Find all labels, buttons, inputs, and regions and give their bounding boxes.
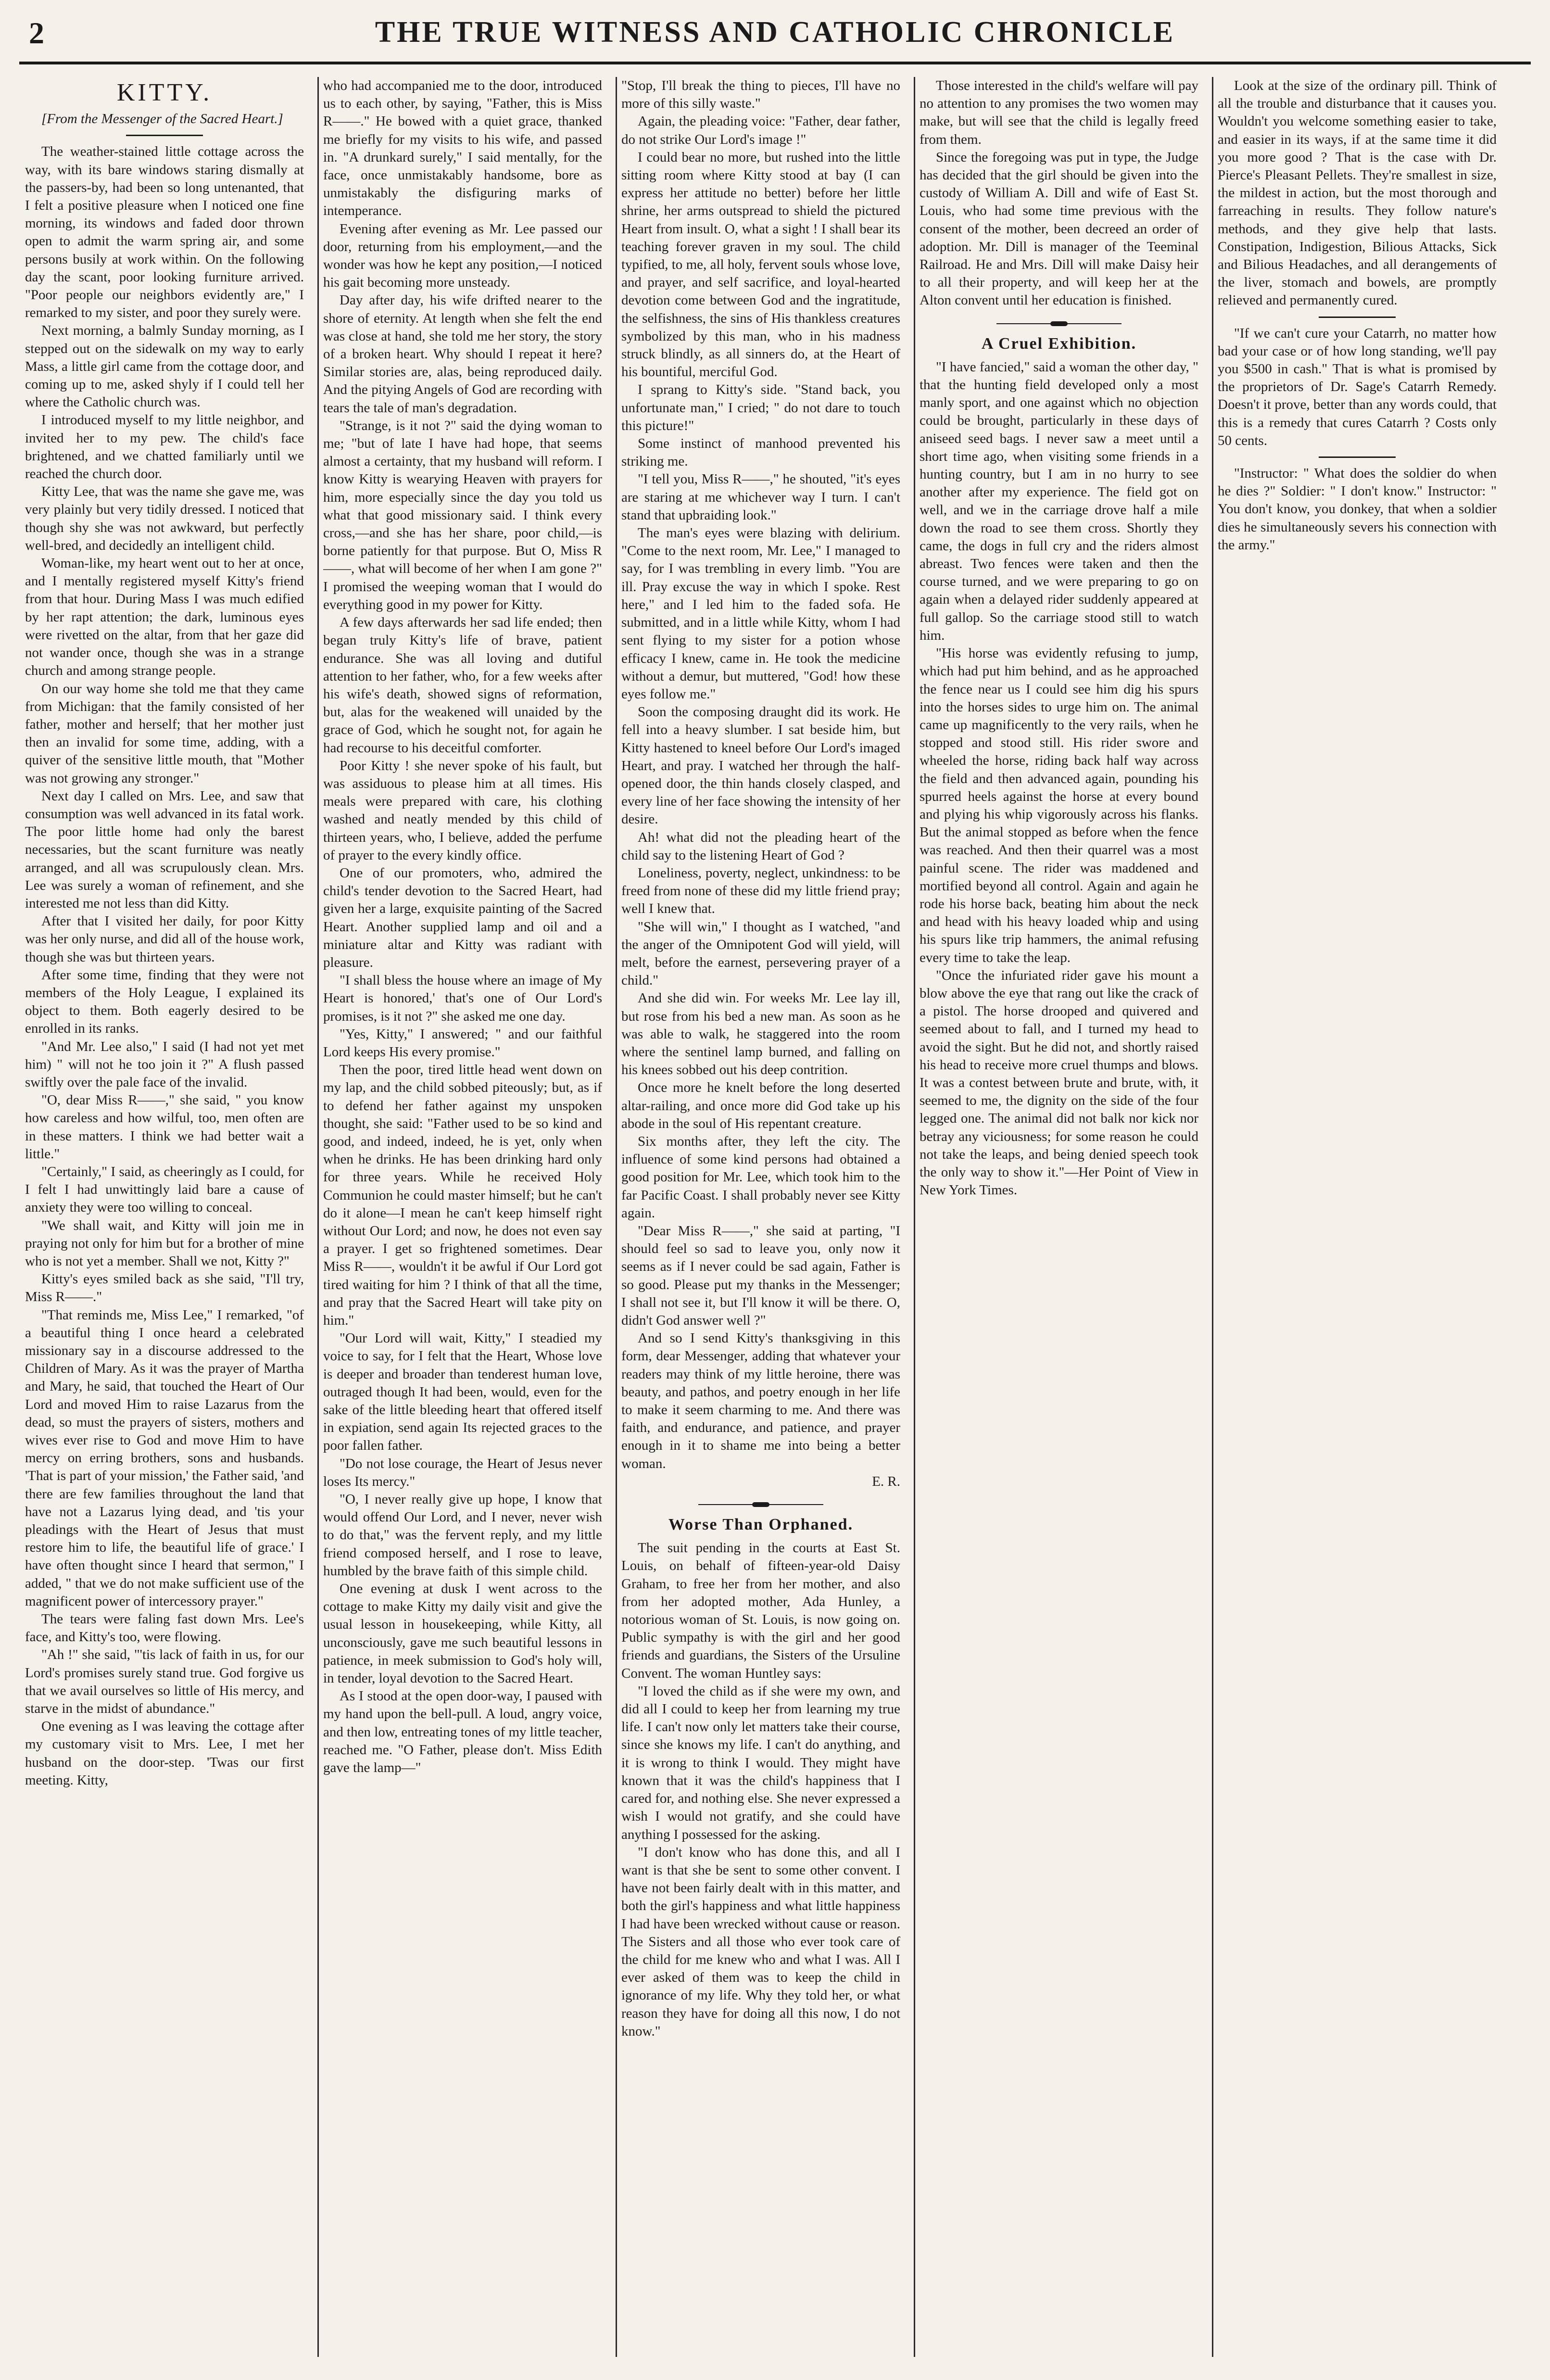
kitty-paragraph: "Stop, I'll break the thing to pieces, I'll have no more of this silly waste."	[621, 78, 900, 112]
kitty-paragraph: One of our promoters, who, admired the child's tender devotion to the Sacred Heart, had given her a large, exquisite painting of the Sacred Heart. Another supplied lamp and oil and a miniature altar and Kitty was radiant with pleasure.	[323, 865, 602, 970]
kitty-paragraph: "That reminds me, Miss Lee," I remarked, "of a beautiful thing I once heard a celebrated missionary say in a discourse addressed to the Children of Mary. As it was the prayer of Martha and Mary, he said, that touched the Heart of Our Lord and moved Him to raise Lazarus from the dead, so must the prayers of sisters, mothers and wives ever rise to God and move Him to have mercy on erring brothers, sons and husbands. 'That is part of your mission,' the Father said, 'and there are few families throughout the land that have not a Lazarus lying dead, and 'tis your pleadings with the Heart of Jesus that must restore him to life, the beautiful life of grace.' I have often thought since I heard that sermon," I added, " that we do not make sufficient use of the magnificent power of intercessory prayer."	[25, 1307, 304, 1609]
kitty-paragraph: "She will win," I thought as I watched, "and the anger of the Omnipotent God will yield, will melt, before the earnest, persevering prayer of a child."	[621, 919, 900, 988]
orphaned-paragraph: "I don't know who has done this, and all I want is that she be sent to some other convent. I have not been fairly dealt with in this matter, and both the girl's happiness and what little happiness I had have been wrecked without cause or reason. The Sisters and all those who ever took care of the child for me knew who and what I was. All I ever asked of them was to keep the child in ignorance of my life. Why they told her, or what reason they have for doing all this now, I do not know."	[621, 1844, 900, 2039]
kitty-paragraph: Again, the pleading voice: "Father, dear father, do not strike Our Lord's image !"	[621, 114, 900, 147]
column-2	[323, 77, 602, 2357]
kitty-paragraph: Once more he knelt before the long deserted altar-railing, and once more did God take up his abode in the soul of His repentant creature.	[621, 1080, 900, 1131]
kitty-paragraph: Loneliness, poverty, neglect, unkindness: to be freed from none of these did my little friend pray; well I knew that.	[621, 865, 900, 917]
article-columns	[25, 77, 1525, 2357]
kitty-paragraph: And so I send Kitty's thanksgiving in this form, dear Messenger, adding that whatever your readers may think of my little heroine, there was beauty, and pathos, and poetry enough in her life to make it seem charming to me. And there was faith, and endurance, and patience, and prayer enough in it to shame me into being a better woman.	[621, 1330, 900, 1471]
paper-title: THE TRUE WITNESS AND CATHOLIC CHRONICLE	[375, 16, 1175, 49]
kitty-paragraph: who had accompanied me to the door, introduced us to each other, by saying, "Father, this is Miss R——." He bowed with a quiet grace, thanked me briefly for my visits to his wife, and passed in. "A drunkard surely," I said mentally, for the face, once unmistakably handsome, bore as unmistakably the disfiguring marks of intemperance.	[323, 78, 602, 219]
separator	[1319, 316, 1396, 318]
orphaned-paragraph: The suit pending in the courts at East St. Louis, on behalf of fifteen-year-old Daisy Graham, to free her from her mother, and also from her adopted mother, Ada Hunley, a notorious woman of St. Louis, is now going on. Public sympathy is with the girl and her good friends and guardians, the Sisters of the Ursuline Convent. The woman Huntley says:	[621, 1540, 900, 1681]
kitty-paragraph: Soon the composing draught did its work. He fell into a heavy slumber. I sat beside him, but Kitty hastened to kneel before Our Lord's imaged Heart, and pray. I watched her through the half-opened door, the thin hands closely clasped, and every line of her face showing the intensity of her desire.	[621, 704, 900, 827]
column-5	[1218, 77, 1497, 2357]
column-1	[25, 77, 304, 2357]
kitty-paragraph: Then the poor, tired little head went down on my lap, and the child sobbed piteously; but, as if to defend her father against my unspoken thought, she said: "Father used to be so kind and good, and indeed, indeed, he is yet, only when when he drinks. He has been drinking hard only for three years. While he received Holy Communion he could master himself; but he can't do it alone—I mean he can't keep himself right without Our Lord; and now, he does not even say a prayer. I get so frightened sometimes. Dear Miss R——, wouldn't it be awful if Our Lord got tired waiting for him ? I think of that all the time, and pray that the Sacred Heart will take pity on him."	[323, 1062, 602, 1329]
ad-pill: Look at the size of the ordinary pill. Think of all the trouble and disturbance that it causes you. Wouldn't you welcome something easier to take, and easier in its ways, if at the same time it did you more good ? That is the case with Dr. Pierce's Pleasant Pellets. They're smallest in size, the mildest in action, but the most thorough and farreaching in results. They follow nature's methods, and they give help that lasts. Constipation, Indigestion, Bilious Attacks, Sick and Bilious Headaches, and all derangements of the liver, stomach and bowels, are promptly relieved and permanently cured.	[1218, 78, 1497, 308]
kitty-paragraph: "I shall bless the house where an image of My Heart is honored,' that's one of Our Lord's promises, is it not ?" she asked me one day.	[323, 973, 602, 1024]
kitty-paragraph: Evening after evening as Mr. Lee passed our door, returning from his employment,—and the wonder was how he kept any position,—I noticed his gait becoming more unsteady.	[323, 221, 602, 291]
kitty-paragraph: "Ah !" she said, "'tis lack of faith in us, for our Lord's promises surely stand true. God forgive us that we avail ourselves so little of His mercy, and starve in the midst of abundance."	[25, 1647, 304, 1717]
kitty-paragraph: Some instinct of manhood prevented his striking me.	[621, 436, 900, 469]
separator	[126, 135, 203, 136]
separator	[1319, 456, 1396, 458]
cruel-paragraph: "His horse was evidently refusing to jump, which had put him behind, and as he approached the fence near us I could see him dig his spurs into the horses sides to urge him on. The animal came up magnificently to the very rails, when he stopped and stood still. His rider swore and wheeled the horse, riding back half way across the field and then advanced again, pounding his spurred heels against the horse at every bound and plying his whip vigorously across his flanks. But the animal stopped as before when the fence was reached. And then their quarrel was a most painful scene. The rider was maddened and mortified beyond all control. Again and again he rode his horse back, beating him about the neck and head with his heavy loaded whip and using his spurs like trip hammers, the animal refusing every time to take the leap.	[920, 646, 1198, 965]
kitty-paragraph: Woman-like, my heart went out to her at once, and I mentally registered myself Kitty's friend from that hour. During Mass I was much edified by her rapt attention; the dark, luminous eyes were rivetted on the altar, from that her gaze did not wander once, though she was in a strange church and among strange people.	[25, 556, 304, 679]
kitty-paragraph: "I tell you, Miss R——," he shouted, "it's eyes are staring at me whichever way I turn. I can't stand that upbraiding look."	[621, 471, 900, 523]
kitty-paragraph: Next morning, a balmly Sunday morning, as I stepped out on the sidewalk on my way to early Mass, a little girl came from the cottage door, and coming up to me, asked shyly if I could tell her where the Catholic church was.	[25, 323, 304, 410]
kitty-paragraph: As I stood at the open door-way, I paused with my hand upon the bell-pull. A loud, angry voice, and then low, entreating tones of my little teacher, reached me. "O Father, please don't. Miss Edith gave the lamp—"	[323, 1688, 602, 1776]
kitty-title: KITTY.	[116, 79, 213, 106]
kitty-paragraph: The weather-stained little cottage across the way, with its bare windows staring dismally at the passers-by, had been so long untenanted, that I felt a positive pleasure when I noticed one fine morning, its windows and faded door thrown open to admit the warm spring air, and some persons busily at work within. On the following day the scant, poor looking furniture arrived. "Poor people our neighbors evidently are," I remarked to my sister, and poor they surely were.	[25, 144, 304, 321]
kitty-paragraph: Ah! what did not the pleading heart of the child say to the listening Heart of God ?	[621, 829, 900, 863]
kitty-paragraph: The man's eyes were blazing with delirium. "Come to the next room, Mr. Lee," I managed to say, for I was trembling in every limb. "You are ill. Pray excuse the way in which I spoke. Rest here," and I led him to the faded sofa. He submitted, and in a little while Kitty, whom I had sent flying to my sister for a potion whose efficacy I knew, came in. He took the medicine without a demur, but muttered, "God! how these eyes follow me."	[621, 525, 900, 702]
separator	[996, 321, 1122, 326]
column-3	[621, 77, 900, 2357]
kitty-paragraph: "O, I never really give up hope, I know that would offend Our Lord, and I never, never wish to do that," was the fervent reply, and my little friend composed herself, and I rose to leave, humbled by the brave faith of this simple child.	[323, 1492, 602, 1579]
cruel-title: A Cruel Exhibition.	[981, 334, 1137, 353]
kitty-paragraph: I could bear no more, but rushed into the little sitting room where Kitty stood at bay (I can express her attitude no better) before her little shrine, her arms outspread to shield the pictured Heart from insult. O, what a sight ! I shall bear its teaching forever graven in my soul. The child typified, to me, all holy, fervent souls whose love, and prayer, and self sacrifice, and loyal-hearted devotion come between God and the ingratitude, the selfishness, the sins of His thankless creatures symbolized by this man, who in his madness struck blindly, as all sinners do, at the Heart of his bountiful, merciful God.	[621, 149, 900, 380]
kitty-paragraph: "We shall wait, and Kitty will join me in praying not only for him but for a brother of mine who is not yet a member. Shall we not, Kitty ?"	[25, 1217, 304, 1269]
kitty-paragraph: One evening at dusk I went across to the cottage to make Kitty my daily visit and give the usual lesson in housekeeping, while Kitty, all unconsciously, gave me such beautiful lessons in patience, in meek submission to God's holy will, in tender, loyal devotion to the Sacred Heart.	[323, 1581, 602, 1686]
kitty-paragraph: Kitty's eyes smiled back as she said, "I'll try, Miss R——."	[25, 1271, 304, 1305]
instructor-anecdote: "Instructor: " What does the soldier do when he dies ?" Soldier: " I don't know." Instructor: " You don't know, you donkey, that when a soldier dies he simultaneously severs his connection with the army."	[1218, 466, 1497, 553]
orphaned-paragraph: Those interested in the child's welfare will pay no attention to any promises the two women may make, but will see that the child is legally freed from them.	[920, 78, 1198, 147]
page-number: 2	[29, 16, 44, 50]
masthead	[19, 9, 1531, 64]
kitty-signature: E. R.	[872, 1473, 900, 1489]
kitty-paragraph: Six months after, they left the city. The influence of some kind persons had obtained a good position for Mr. Lee, which took him to the far Pacific Coast. I shall probably never see Kitty again.	[621, 1133, 900, 1221]
kitty-paragraph: "Dear Miss R——," she said at parting, "I should feel so sad to leave you, only now it seems as if I never could be sad again, Father is so good. Please put my thanks in the Messenger; I shall not see it, but I'll know it will be there. O, didn't God answer well ?"	[621, 1223, 900, 1329]
kitty-paragraph: One evening as I was leaving the cottage after my customary visit to Mrs. Lee, I met her husband on the door-step. 'Twas our first meeting. Kitty,	[25, 1719, 304, 1788]
kitty-paragraph: After that I visited her daily, for poor Kitty was her only nurse, and did all of the house work, though she was but thirteen years.	[25, 913, 304, 965]
ad-catarrh: "If we can't cure your Catarrh, no matter how bad your case or of how long standing, we'll pay you $500 in cash." That is what is promised by the proprietors of Dr. Sage's Catarrh Remedy. Doesn't it prove, better than any words could, that this is a remedy that cures Catarrh ? Costs only 50 cents.	[1218, 325, 1497, 448]
kitty-paragraph: "And Mr. Lee also," I said (I had not yet met him) " will not he too join it ?" A flush passed swiftly over the pale face of the invalid.	[25, 1038, 304, 1090]
kitty-paragraph: A few days afterwards her sad life ended; then began truly Kitty's life of brave, patient endurance. She was all loving and dutiful attention to her father, who, for a few weeks after his wife's death, showed signs of reformation, but, alas for the weakened will unaided by the grace of God, which he sought not, for again he had recourse to his deceitful comforter.	[323, 615, 602, 756]
orphaned-paragraph: Since the foregoing was put in type, the Judge has decided that the girl should be given into the custody of William A. Dill and wife of East St. Louis, who had some time previous with the consent of the mother, been decreed an order of adoption. Mr. Dill is manager of the Teeminal Railroad. He and Mrs. Dill will make Daisy heir to all their property, and will keep her at the Alton convent until her education is finished.	[920, 149, 1198, 308]
kitty-paragraph: The tears were faling fast down Mrs. Lee's face, and Kitty's too, were flowing.	[25, 1611, 304, 1645]
column-4	[920, 77, 1198, 2357]
kitty-paragraph: "Yes, Kitty," I answered; " and our faithful Lord keeps His every promise."	[323, 1026, 602, 1060]
kitty-paragraph: And she did win. For weeks Mr. Lee lay ill, but rose from his bed a new man. As soon as he was able to walk, he staggered into the room where the sentinel lamp burned, and falling on his knees sobbed out his deep contrition.	[621, 990, 900, 1078]
kitty-paragraph: I sprang to Kitty's side. "Stand back, you unfortunate man," I cried; " do not dare to touch this picture!"	[621, 382, 900, 433]
kitty-paragraph: After some time, finding that they were not members of the Holy League, I explained its object to them. Both eagerly desired to be enrolled in its ranks.	[25, 967, 304, 1037]
kitty-paragraph: "O, dear Miss R——," she said, " you know how careless and how wilful, too, men often are in these matters. I think we had better wait a little."	[25, 1092, 304, 1162]
cruel-paragraph: "I have fancied," said a woman the other day, " that the hunting field developed only a most manly sport, and one against which no objection could be brought, particularly in these days of aniseed seed bags. I never saw a meet until a short time ago, when visiting some friends in a hunting country, but I am in no hurry to see another after my experience. The field got on well, and we in the carriage drove half a mile down the road to see them cross. Shortly they came, the dogs in full cry and the riders almost abreast. Two fences were taken and then the course turned, and we were preparing to go on again when a delayed rider suddenly appeared at full gallop. So the carriage stood still to watch him.	[920, 359, 1198, 643]
kitty-paragraph: Next day I called on Mrs. Lee, and saw that consumption was well advanced in its fatal work. The poor little home had only the barest necessaries, but the scant furniture was neatly arranged, and all was scrupulously clean. Mrs. Lee was surely a woman of refinement, and she interested me not less than did Kitty.	[25, 788, 304, 911]
kitty-paragraph: Poor Kitty ! she never spoke of his fault, but was assiduous to please him at all times. His meals were prepared with care, his clothing washed and neatly mended by this child of thirteen years, who, I believe, added the perfume of prayer to the every kindly office.	[323, 758, 602, 863]
kitty-paragraph: I introduced myself to my little neighbor, and invited her to my pew. The child's face brightened, and we chatted familiarly until we reached the church door.	[25, 412, 304, 482]
kitty-paragraph: "Strange, is it not ?" said the dying woman to me; "but of late I have had hope, that seems almost a certainty, that my husband will reform. I know Kitty is wearying Heaven with prayers for him, more especially since the day you told us what that good missionary said. I think every cross,—and she has her share, poor child,—is borne patiently for that purpose. But O, Miss R——, what will become of her when I am gone ?" I promised the weeping woman that I would do everything good in my power for Kitty.	[323, 418, 602, 612]
kitty-paragraph: "Certainly," I said, as cheeringly as I could, for I felt I had unwittingly laid bare a cause of anxiety they were too willing to conceal.	[25, 1164, 304, 1215]
kitty-paragraph: "Do not lose courage, the Heart of Jesus never loses Its mercy."	[323, 1456, 602, 1489]
kitty-paragraph: Kitty Lee, that was the name she gave me, was very plainly but very tidily dressed. I noticed that though shy she was not awkward, but perfectly well-bred, and decidedly an intelligent child.	[25, 484, 304, 553]
kitty-source: [From the Messenger of the Sacred Heart.]	[41, 111, 283, 127]
cruel-paragraph: "Once the infuriated rider gave his mount a blow above the eye that rang out like the crack of a pistol. The horse drooped and quivered and seemed about to fall, and I turned my head to avoid the sight. But he did not, and shortly raised his head to receive more cruel thumps and blows. It was a contest between brute and brute, with, it seemed to me, the dignity on the side of the four legged one. The animal did not balk nor kick nor betray any viciousness; for some reason he could not take the leaps, and being denied speech took the only way to show it."—Her Point of View in New York Times.	[920, 967, 1198, 1198]
kitty-paragraph: Day after day, his wife drifted nearer to the shore of eternity. At length when she felt the end was close at hand, she told me her story, the story of a broken heart. Why should I repeat it here? Similar stories are, alas, being reproduced daily. And the pitying Angels of God are recording with tears the tale of man's degradation.	[323, 292, 602, 416]
orphaned-paragraph: "I loved the child as if she were my own, and did all I could to keep her from learning my true life. I can't now only let matters take their course, since she knows my life. I can't do anything, and it is wrong to think I would. They might have known that it was the child's happiness that I cared for, and nothing else. She never expressed a wish I would not gratify, and she could have anything I possessed for the asking.	[621, 1683, 900, 1842]
separator	[698, 1502, 823, 1507]
kitty-paragraph: On our way home she told me that they came from Michigan: that the family consisted of her father, mother and herself; that her mother just then an invalid for some time, adding, with a quiver of the sensitive little mouth, that "Mother was not growing any stronger."	[25, 681, 304, 786]
kitty-paragraph: "Our Lord will wait, Kitty," I steadied my voice to say, for I felt that the Heart, Whose love is deeper and broader than tenderest human love, outraged though It had been, would, even for the sake of the little bleeding heart that offered itself in expiation, send again Its rejected graces to the poor fallen father.	[323, 1330, 602, 1454]
orphaned-title: Worse Than Orphaned.	[668, 1516, 854, 1534]
